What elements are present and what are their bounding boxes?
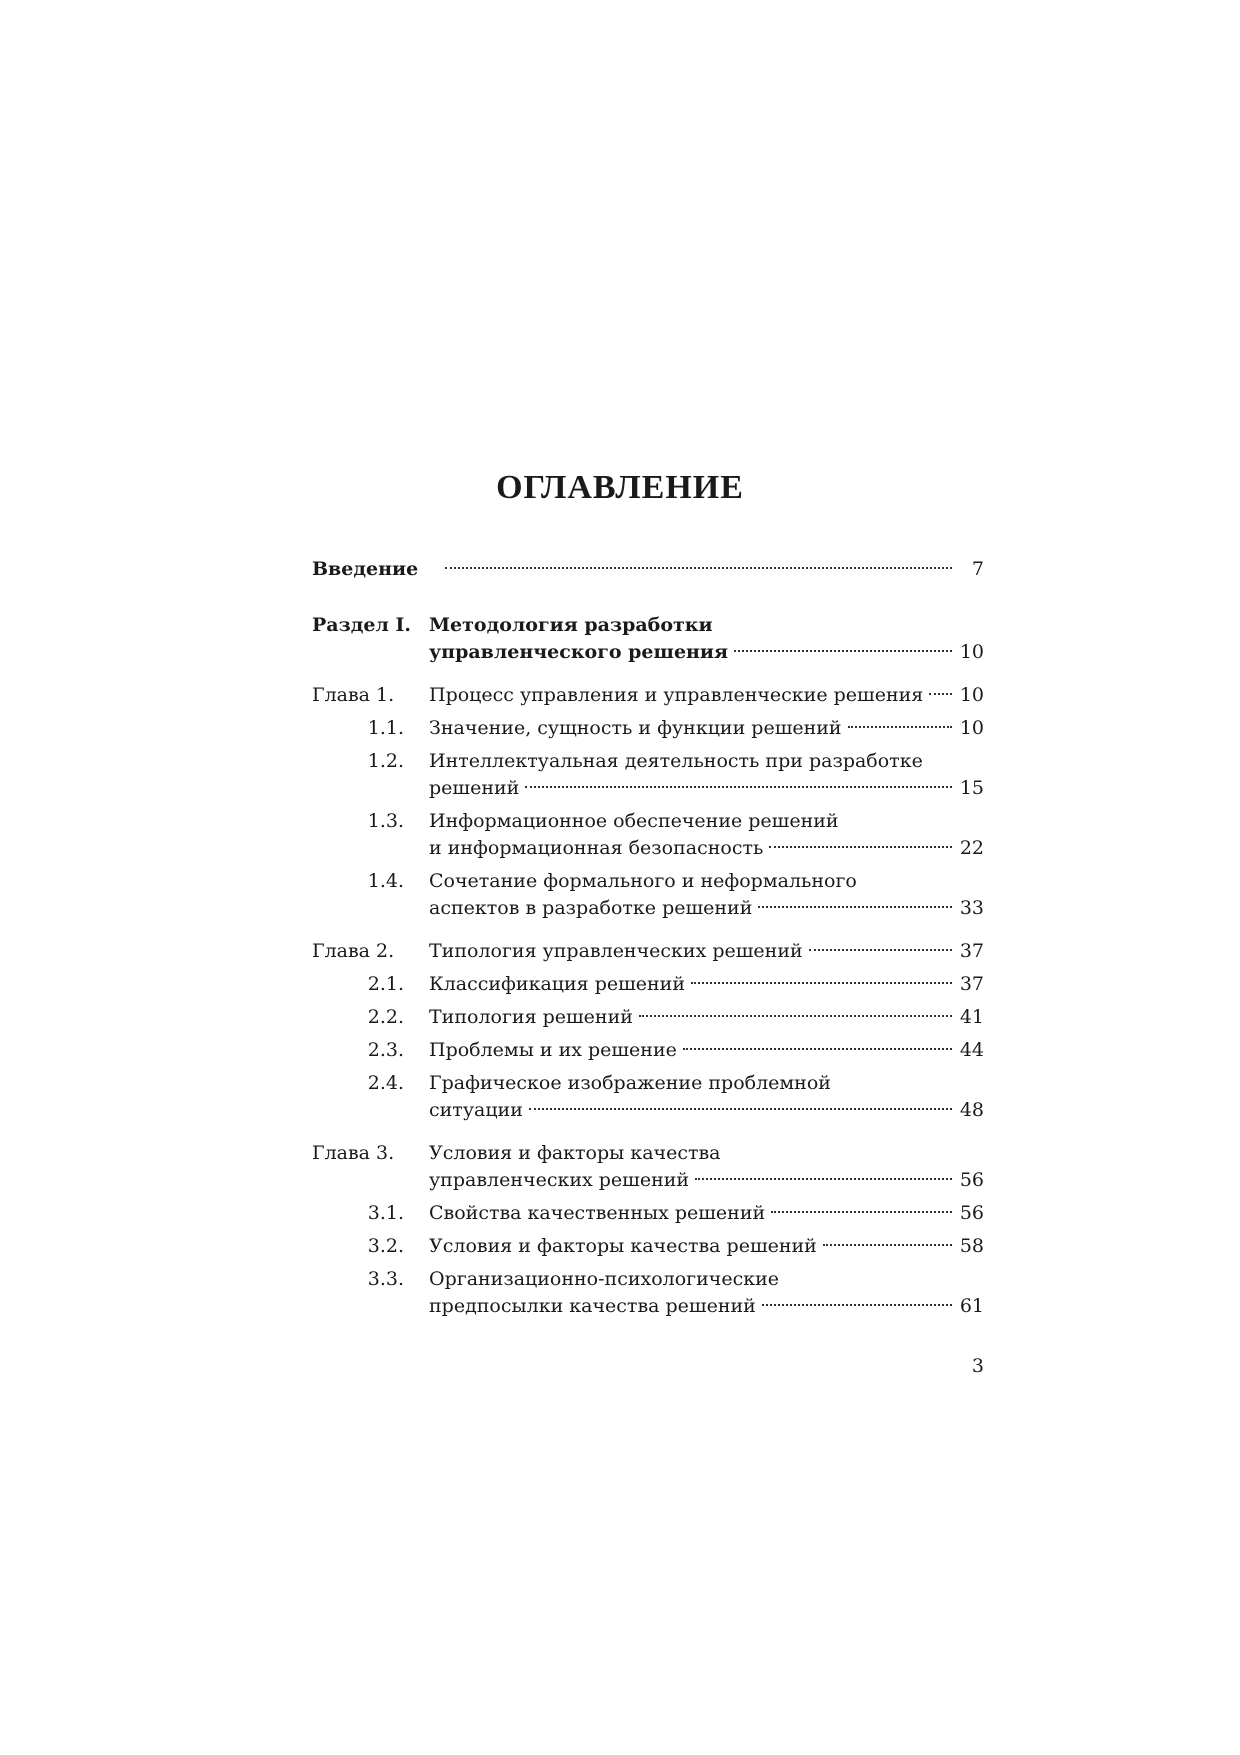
toc-page: 22 — [959, 837, 984, 859]
toc-text: Значение, сущность и функции решений 10 — [429, 715, 984, 742]
toc-page: 15 — [959, 777, 984, 799]
toc-text: Организационно-психологические предпосылки качества решений 61 — [429, 1266, 984, 1320]
dot-leader — [695, 1178, 952, 1180]
toc-label: Раздел I. — [312, 614, 411, 636]
page-number: 3 — [971, 1355, 984, 1377]
toc-text: Классификация решений 37 — [429, 971, 984, 998]
dot-leader — [769, 846, 952, 848]
toc-text: Процесс управления и управленческие решения 10 — [429, 682, 984, 709]
toc-page: 10 — [959, 717, 984, 739]
toc-label: 1.3. — [367, 810, 404, 832]
toc-text: Интеллектуальная деятельность при разработке решений 15 — [429, 748, 984, 802]
toc-text: Графическое изображение проблемной ситуации 48 — [429, 1070, 984, 1124]
toc-label: 2.4. — [367, 1072, 404, 1094]
toc-page: 10 — [959, 684, 984, 706]
dot-leader — [758, 906, 952, 908]
toc-label: Глава 3. — [312, 1142, 395, 1164]
toc-page: 58 — [959, 1235, 984, 1257]
dot-leader — [691, 982, 952, 984]
toc-label: 2.3. — [367, 1039, 404, 1061]
dot-leader — [734, 650, 952, 652]
dot-leader — [809, 949, 952, 951]
toc-page: 7 — [971, 558, 984, 580]
toc-label: Глава 1. — [312, 684, 395, 706]
dot-leader — [848, 726, 952, 728]
dot-leader — [639, 1015, 952, 1017]
toc-page: 33 — [959, 897, 984, 919]
toc-label: 1.2. — [367, 750, 404, 772]
toc-label: 3.2. — [367, 1235, 404, 1257]
toc-label: Введение — [312, 558, 419, 580]
toc-page: 10 — [959, 641, 984, 663]
toc-label: Глава 2. — [312, 940, 395, 962]
toc-page: 61 — [959, 1295, 984, 1317]
toc-label: 3.3. — [367, 1268, 404, 1290]
dot-leader — [823, 1244, 952, 1246]
toc-text — [429, 556, 984, 583]
dot-leader — [929, 693, 952, 695]
toc-page: 56 — [959, 1202, 984, 1224]
toc-text: Проблемы и их решение 44 — [429, 1037, 984, 1064]
toc-text: Сочетание формального и неформального аспектов в разработке решений 33 — [429, 868, 984, 922]
dot-leader — [683, 1048, 952, 1050]
toc-page: 44 — [959, 1039, 984, 1061]
toc-text: Информационное обеспечение решений и информационная безопасность 22 — [429, 808, 984, 862]
toc-page: 48 — [959, 1099, 984, 1121]
toc-label: 2.2. — [367, 1006, 404, 1028]
dot-leader — [445, 567, 952, 569]
dot-leader — [762, 1304, 952, 1306]
toc-page: 37 — [959, 973, 984, 995]
toc-text: Типология управленческих решений 37 — [429, 938, 984, 965]
toc-page: 56 — [959, 1169, 984, 1191]
page-title: ОГЛАВЛЕНИЕ — [496, 469, 744, 506]
toc-page: 37 — [959, 940, 984, 962]
toc-label: 2.1. — [367, 973, 404, 995]
toc-text: Условия и факторы качества управленческих решений 56 — [429, 1140, 984, 1194]
toc-text: Условия и факторы качества решений 58 — [429, 1233, 984, 1260]
toc-page: 41 — [959, 1006, 984, 1028]
toc-text: Свойства качественных решений 56 — [429, 1200, 984, 1227]
toc-label: 1.4. — [367, 870, 404, 892]
toc-text: Типология решений 41 — [429, 1004, 984, 1031]
dot-leader — [529, 1108, 952, 1110]
dot-leader — [771, 1211, 952, 1213]
dot-leader — [525, 786, 952, 788]
toc-text: Методология разработки управленческого решения 10 — [429, 612, 984, 666]
toc-label: 1.1. — [367, 717, 404, 739]
toc-label: 3.1. — [367, 1202, 404, 1224]
